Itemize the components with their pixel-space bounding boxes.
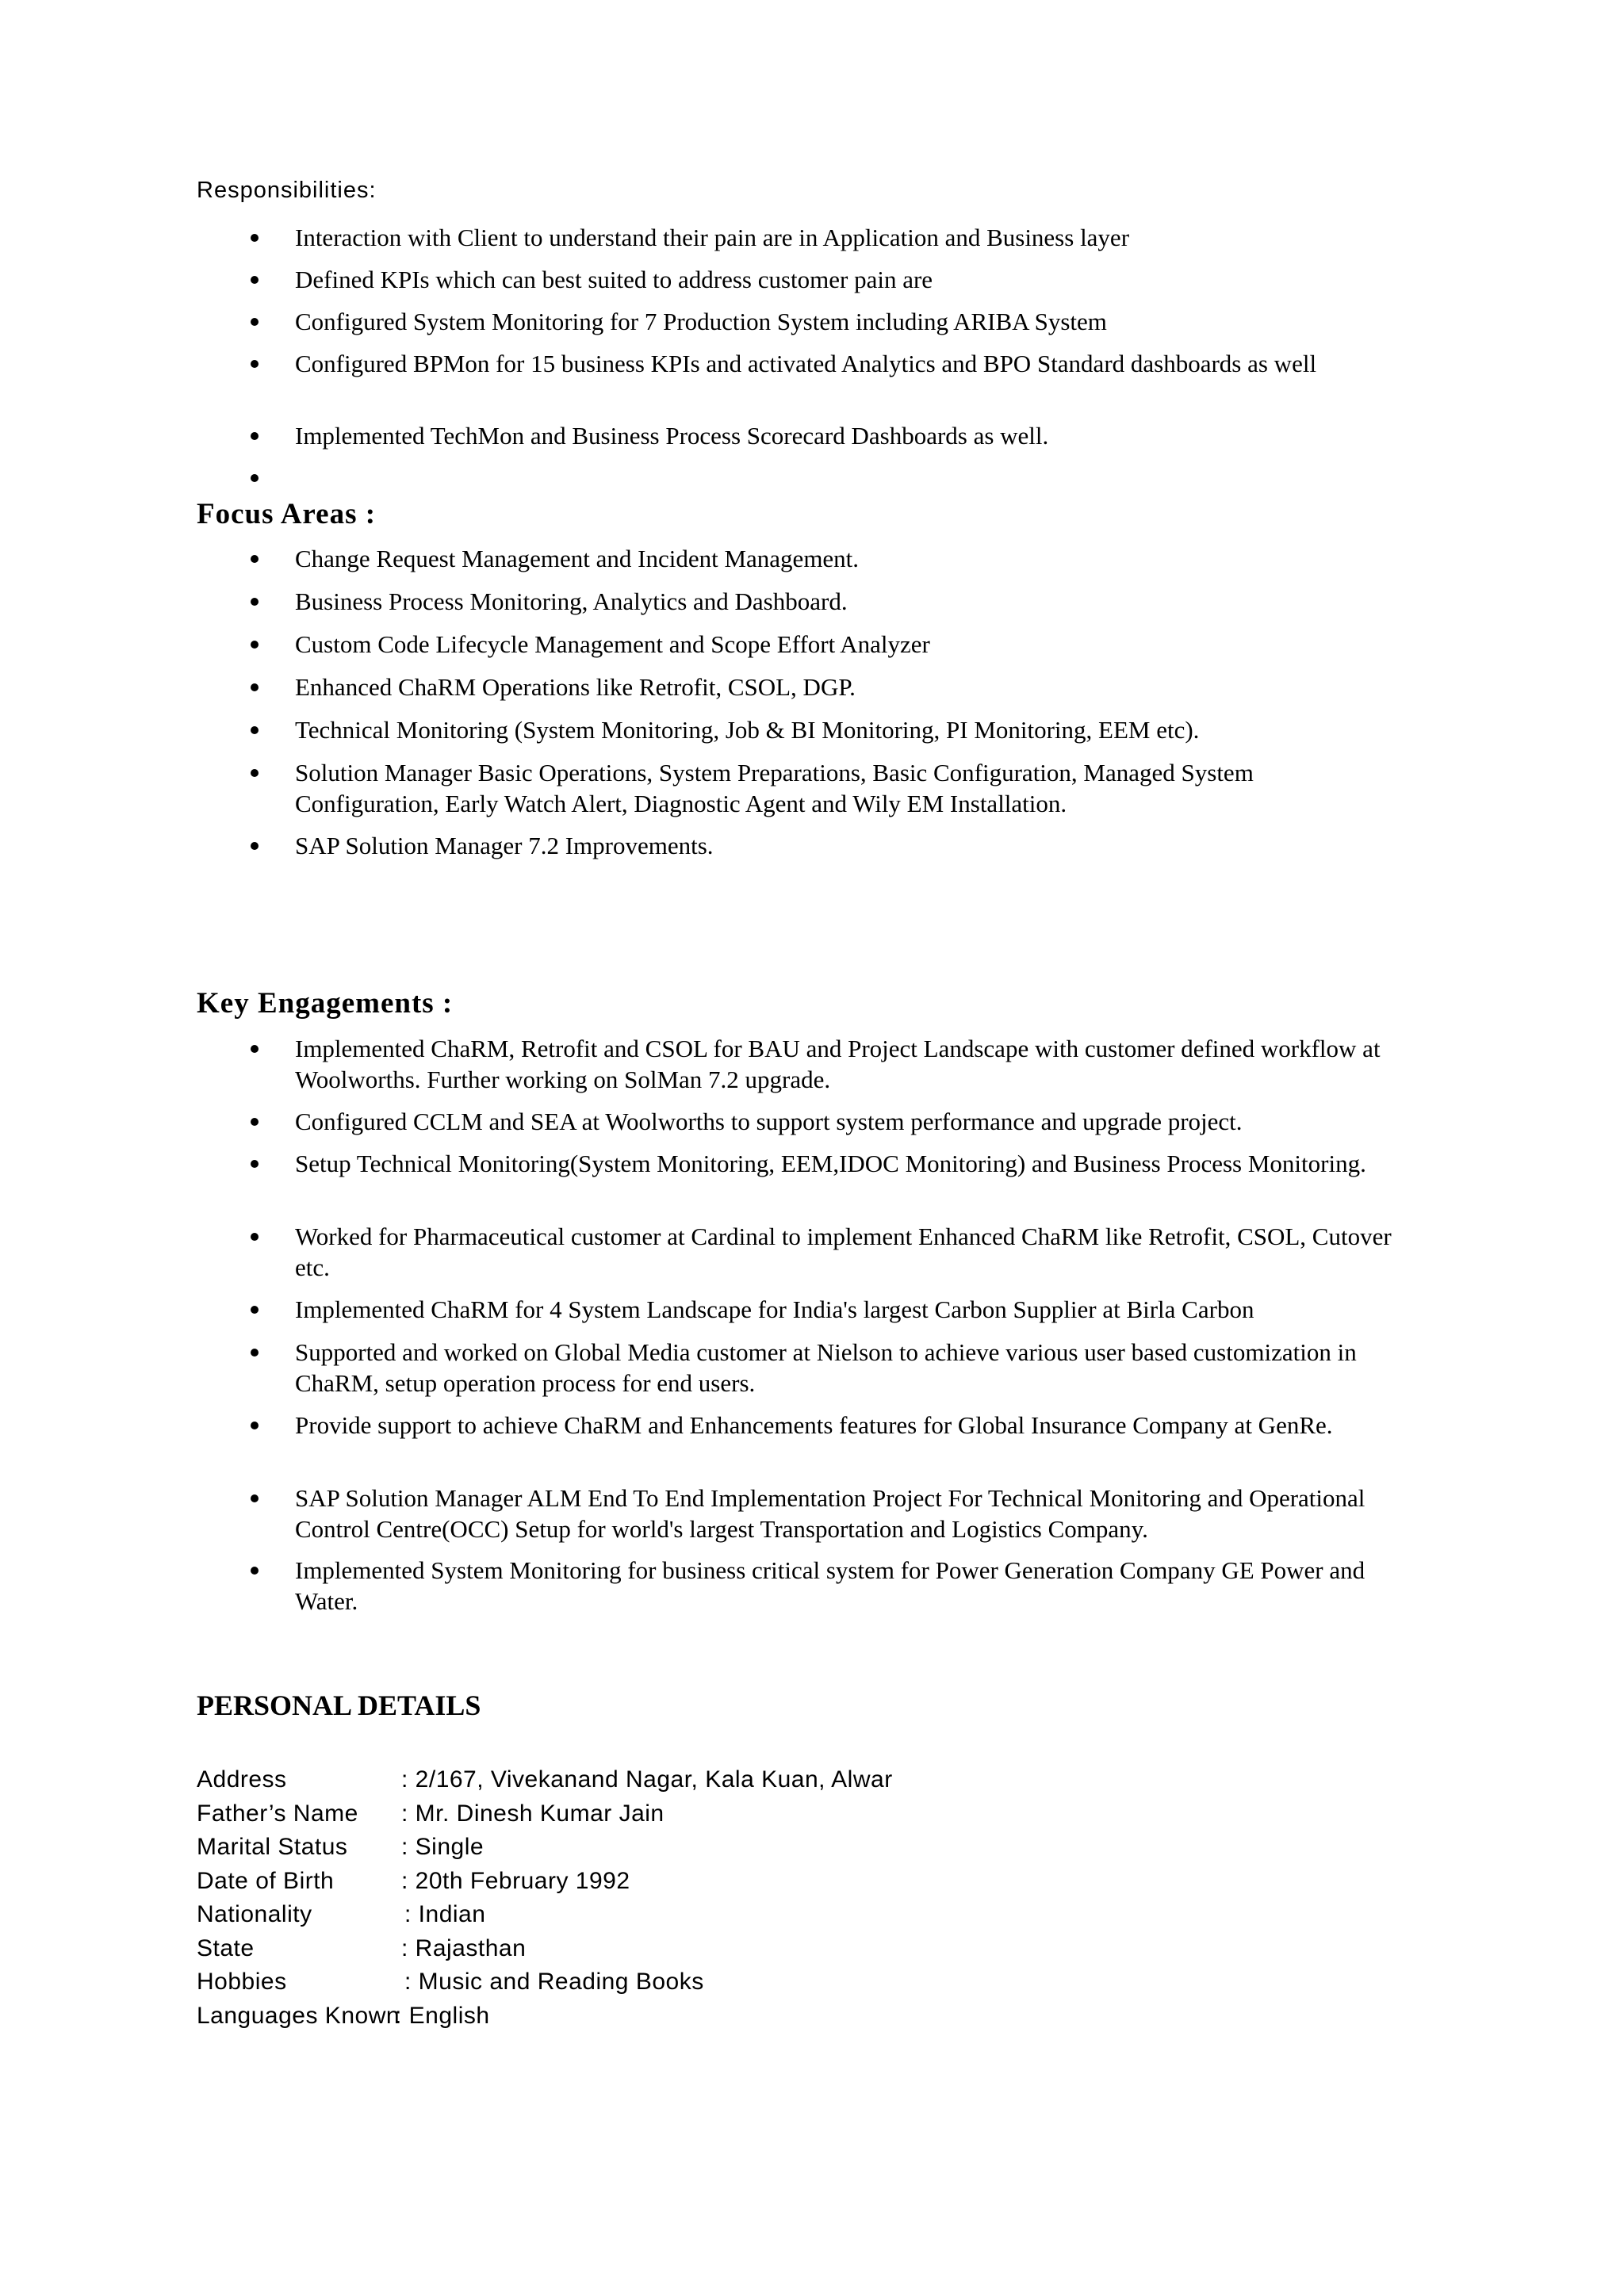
detail-key: State — [197, 1934, 255, 1961]
list-item: Implemented System Monitoring for business critical system for Power Generation Company GE Power and Water. — [197, 1555, 1402, 1617]
bullet-icon — [251, 726, 259, 734]
detail-key: Father’s Name — [197, 1800, 358, 1827]
bullet-icon — [251, 276, 259, 284]
detail-value: : English — [395, 2002, 490, 2029]
bullet-icon — [251, 1045, 259, 1053]
list-item: Configured CCLM and SEA at Woolworths to support system performance and upgrade project. — [197, 1106, 1402, 1148]
list-item: Business Process Monitoring, Analytics and Dashboard. — [197, 586, 1402, 629]
detail-value: : Mr. Dinesh Kumar Jain — [401, 1800, 665, 1827]
bullet-icon — [251, 1306, 259, 1314]
bullet-icon — [251, 432, 259, 440]
list-item: Supported and worked on Global Media customer at Nielson to achieve various user based customization in ChaRM, setup operation process for end users. — [197, 1337, 1402, 1410]
list-item: Change Request Management and Incident Management. — [197, 543, 1402, 586]
list-item: Enhanced ChaRM Operations like Retrofit, CSOL, DGP. — [197, 672, 1402, 714]
list-item: Provide support to achieve ChaRM and Enhancements features for Global Insurance Company at GenRe. — [197, 1410, 1402, 1483]
detail-value: : Single — [401, 1834, 485, 1860]
bullet-icon — [251, 234, 259, 242]
list-item: Solution Manager Basic Operations, System Preparations, Basic Configuration, Managed System Configuration, Early Watch Alert, Diagnostic Agent and Wily EM Installation. — [197, 757, 1402, 830]
bullet-icon — [251, 360, 259, 368]
detail-key: Address — [197, 1766, 287, 1793]
bullet-icon — [251, 683, 259, 691]
bullet-icon — [251, 769, 259, 777]
bullet-icon — [251, 1118, 259, 1126]
focus-areas-heading: Focus Areas : — [197, 498, 377, 530]
list-item: SAP Solution Manager 7.2 Improvements. — [197, 830, 1402, 861]
list-item: Implemented ChaRM for 4 System Landscape for India's largest Carbon Supplier at Birla Carbon — [197, 1294, 1402, 1337]
bullet-icon — [251, 555, 259, 563]
key-engagements-list — [197, 1033, 1402, 1617]
focus-areas-list — [197, 543, 1402, 861]
bullet-icon — [251, 1233, 259, 1241]
list-item — [197, 462, 1402, 493]
detail-key: Nationality — [197, 1901, 312, 1927]
bullet-icon — [251, 598, 259, 606]
detail-value: : Indian — [404, 1901, 486, 1927]
list-item: Configured System Monitoring for 7 Production System including ARIBA System — [197, 306, 1402, 348]
list-item: Implemented TechMon and Business Process Scorecard Dashboards as well. — [197, 420, 1402, 462]
detail-value: : Music and Reading Books — [404, 1969, 704, 1995]
detail-value: : 2/167, Vivekanand Nagar, Kala Kuan, Alwar — [401, 1766, 893, 1793]
bullet-icon — [251, 1567, 259, 1575]
list-item: Defined KPIs which can best suited to address customer pain are — [197, 264, 1402, 306]
list-item: Worked for Pharmaceutical customer at Cardinal to implement Enhanced ChaRM like Retrofit, CSOL, Cutover etc. — [197, 1221, 1402, 1294]
bullet-icon — [251, 474, 259, 482]
personal-details-heading: PERSONAL DETAILS — [197, 1689, 481, 1721]
list-item: Technical Monitoring (System Monitoring, Job & BI Monitoring, PI Monitoring, EEM etc). — [197, 714, 1402, 757]
list-item: Interaction with Client to understand their pain are in Application and Business layer — [197, 222, 1402, 264]
list-item: Setup Technical Monitoring(System Monitoring, EEM,IDOC Monitoring) and Business Process Monitoring. — [197, 1148, 1402, 1221]
key-engagements-heading: Key Engagements : — [197, 987, 454, 1020]
detail-key: Languages Known — [197, 2002, 400, 2029]
responsibilities-list — [197, 222, 1402, 493]
detail-value: : 20th February 1992 — [401, 1867, 630, 1894]
responsibilities-label: Responsibilities: — [197, 178, 377, 203]
bullet-icon — [251, 641, 259, 649]
detail-key: Date of Birth — [197, 1867, 335, 1894]
list-item: Configured BPMon for 15 business KPIs and activated Analytics and BPO Standard dashboards as well — [197, 348, 1402, 420]
bullet-icon — [251, 1422, 259, 1429]
list-item: SAP Solution Manager ALM End To End Implementation Project For Technical Monitoring and Operational Control Centre(OCC) Setup for world's largest Transportation and Logistics Company. — [197, 1483, 1402, 1555]
detail-key: Hobbies — [197, 1969, 287, 1995]
bullet-icon — [251, 842, 259, 850]
list-item: Implemented ChaRM, Retrofit and CSOL for BAU and Project Landscape with customer defined workflow at Woolworths. Further working on SolMan 7.2 upgrade. — [197, 1033, 1402, 1106]
bullet-icon — [251, 318, 259, 326]
bullet-icon — [251, 1494, 259, 1502]
detail-key: Marital Status — [197, 1834, 348, 1860]
detail-value: : Rajasthan — [401, 1934, 527, 1961]
bullet-icon — [251, 1160, 259, 1168]
bullet-icon — [251, 1349, 259, 1357]
list-item: Custom Code Lifecycle Management and Scope Effort Analyzer — [197, 629, 1402, 672]
